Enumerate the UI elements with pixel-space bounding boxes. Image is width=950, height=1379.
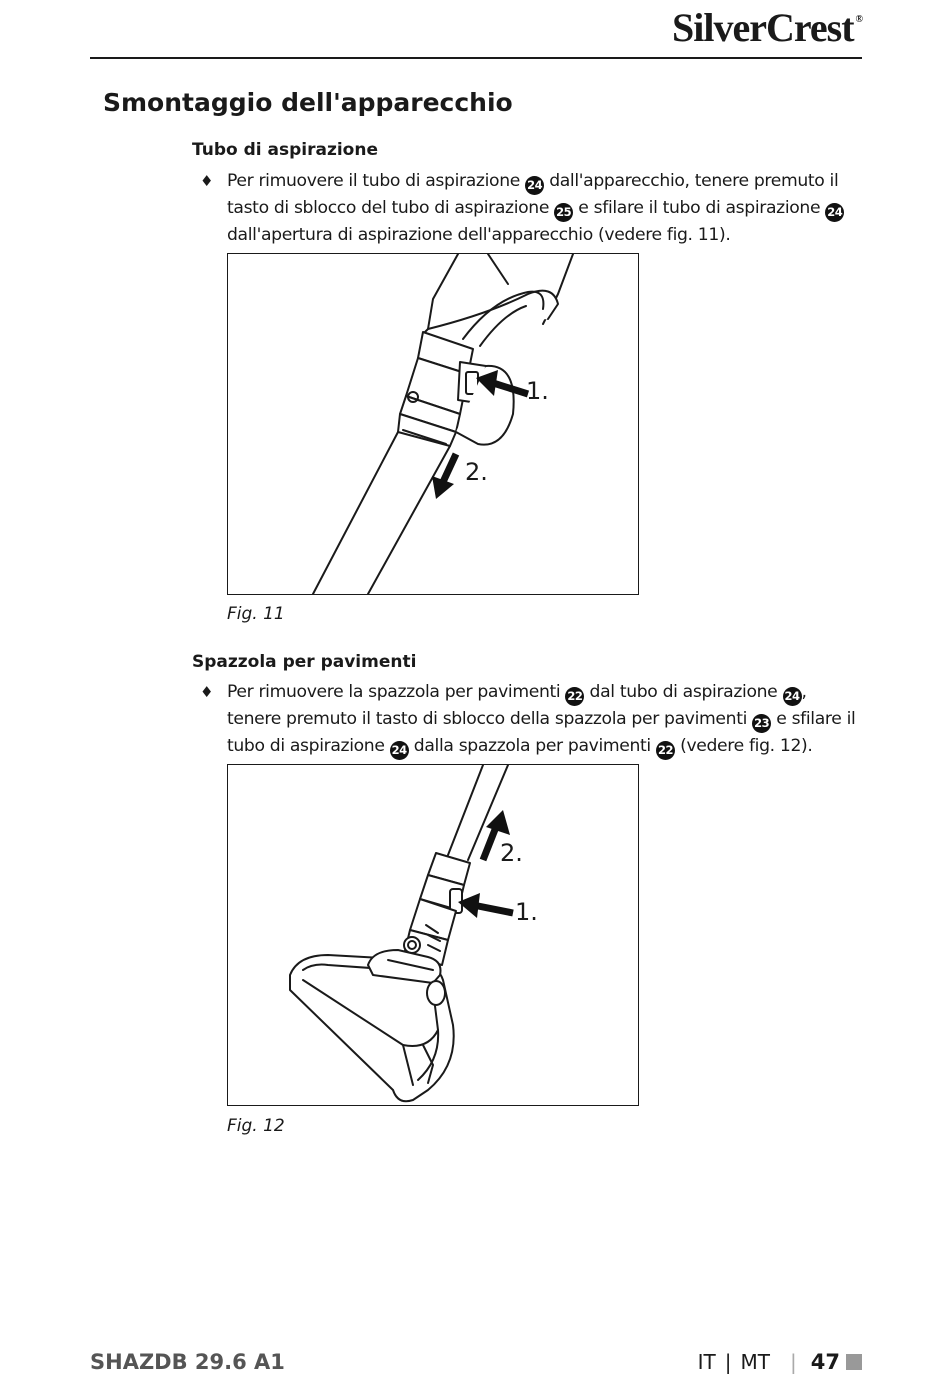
separator: | (790, 1350, 797, 1374)
text-segment: dall'apparecchio, tenere premuto il tasto di sblocco del tubo di aspirazione (227, 171, 839, 218)
text-segment: dalla spazzola per pavimenti (408, 736, 656, 756)
arrow-1-icon (458, 893, 513, 918)
language-code: IT (697, 1350, 716, 1374)
language-code: MT (740, 1350, 771, 1374)
bullet-mark: ♦ (200, 683, 214, 701)
footer-page-info (698, 1350, 862, 1374)
section-heading-tubo: Tubo di aspirazione (192, 140, 378, 160)
separator: | (724, 1350, 732, 1374)
instruction-tubo (200, 168, 865, 249)
brand-logo (672, 4, 862, 51)
section-heading-spazzola: Spazzola per pavimenti (192, 652, 417, 672)
part-number-badge: 24 (525, 176, 544, 195)
text-segment: e sfilare il tubo di aspirazione (227, 709, 856, 756)
instruction-text (227, 168, 865, 249)
step-2-label: 2. (465, 458, 488, 486)
page-number: 47 (810, 1350, 840, 1374)
page-title: Smontaggio dell'apparecchio (103, 88, 513, 117)
header-rule (90, 57, 862, 59)
part-number-badge: 25 (554, 203, 573, 222)
step-1-label: 1. (526, 377, 549, 405)
text-segment: dall'apertura di aspirazione dell'apparecchio (vedere fig. 11). (227, 225, 731, 245)
registered-mark: ® (855, 14, 862, 25)
model-number: SHAZDB 29.6 A1 (90, 1350, 285, 1374)
figure-11-caption: Fig. 11 (227, 604, 285, 624)
part-number-badge: 22 (656, 741, 675, 760)
fig-12-illustration (228, 765, 638, 1105)
step-2-label: 2. (500, 839, 523, 867)
fig-11-illustration (228, 254, 638, 594)
instruction-spazzola (200, 679, 865, 760)
part-number-badge: 23 (752, 714, 771, 733)
step-1-label: 1. (515, 898, 538, 926)
text-segment: Per rimuovere la spazzola per pavimenti (227, 682, 566, 702)
text-segment: dal tubo di aspirazione (584, 682, 783, 702)
figure-12 (227, 764, 639, 1106)
bullet-mark: ♦ (200, 172, 214, 190)
part-number-badge: 24 (783, 687, 802, 706)
text-segment: Per rimuovere il tubo di aspirazione (227, 171, 526, 191)
figure-11 (227, 253, 639, 595)
page-marker-square (846, 1354, 862, 1370)
text-segment: , tenere premuto il tasto di sblocco della spazzola per pavimenti (227, 682, 807, 729)
brand-name: SilverCrest (671, 5, 854, 50)
part-number-badge: 22 (565, 687, 584, 706)
arrow-2-icon (432, 454, 456, 499)
text-segment: (vedere fig. 12). (674, 736, 813, 756)
part-number-badge: 24 (825, 203, 844, 222)
instruction-text (227, 679, 865, 760)
figure-12-caption: Fig. 12 (227, 1116, 285, 1136)
part-number-badge: 24 (390, 741, 409, 760)
text-segment: e sfilare il tubo di aspirazione (573, 198, 826, 218)
